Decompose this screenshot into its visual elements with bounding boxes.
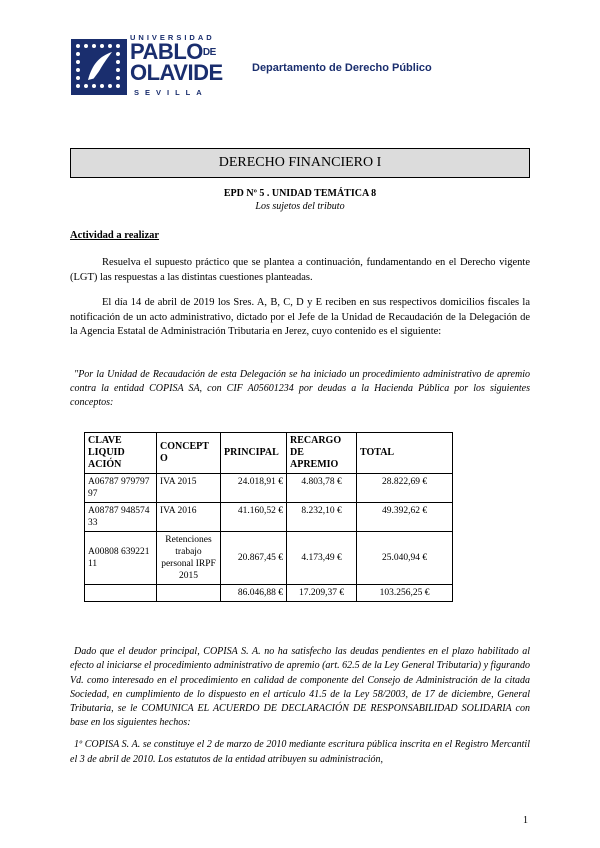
logo-city: SEVILLA xyxy=(134,88,208,97)
cell-total: 49.392,62 € xyxy=(357,503,453,532)
header-recargo: RECARGO DE APREMIO xyxy=(287,433,357,474)
paragraph-case-intro: El día 14 de abril de 2019 los Sres. A, B, C, D y E reciben en sus respectivos domicilios fiscales la notificación de un acto administrativo, dictado por el Jefe de la Unidad de Recaudación de la Delegación de la Agencia Estatal de Administración Tributaria en Jerez, cuyo contenido es el siguiente: xyxy=(70,297,530,337)
cell-concepto: IVA 2016 xyxy=(157,503,221,532)
cell-concepto: IVA 2015 xyxy=(157,474,221,503)
paragraph-declaration: Dado que el deudor principal, COPISA S. A. no ha satisfecho las deudas pendientes en el plazo habilitado al efecto al iniciarse el procedimiento administrativo de apremio (art. 62.5 de la Ley General Tributaria) y figurando Vd. como interesado en el procedimiento en calidad de componente del Consejo de Administración de la citada Sociedad, en cumplimiento de lo dispuesto en el artículo 41.5 de la Ley 58/2003, de 17 de diciembre, General Tributaria, se le COMUNICA EL ACUERDO DE DECLARACIÓN DE RESPONSABILIDAD SOLIDARIA con base en los siguientes hechos: xyxy=(70,646,530,729)
total-total: 103.256,25 € xyxy=(357,585,453,602)
document-subtitle: EPD Nº 5 . UNIDAD TEMÁTICA 8 xyxy=(223,188,377,199)
table-row xyxy=(85,474,453,503)
logo-name-de: DE xyxy=(202,47,216,59)
header-principal: PRINCIPAL xyxy=(221,433,287,474)
table-row xyxy=(85,503,453,532)
university-seal-icon xyxy=(70,38,128,96)
logo-top-text: UNIVERSIDAD xyxy=(130,33,215,42)
cell-recargo: 4.173,49 € xyxy=(287,532,357,585)
document-title: DERECHO FINANCIERO I xyxy=(70,148,530,178)
header-clave: CLAVE LIQUID ACIÓN xyxy=(85,433,157,474)
header-total: TOTAL xyxy=(357,433,453,474)
document-topic: Los sujetos del tributo xyxy=(255,201,345,212)
activity-heading: Actividad a realizar xyxy=(70,230,160,241)
cell-recargo: 4.803,78 € xyxy=(287,474,357,503)
cell-empty xyxy=(157,585,221,602)
cell-empty xyxy=(85,585,157,602)
header-concepto: CONCEPT O xyxy=(157,433,221,474)
table-totals-row xyxy=(85,585,453,602)
cell-clave: A06787 979797 97 xyxy=(85,474,157,503)
cell-principal: 20.867,45 € xyxy=(221,532,287,585)
paragraph-fact-1: 1º COPISA S. A. se constituye el 2 de marzo de 2010 mediante escritura pública inscrita en el Registro Mercantil el 3 de abril de 2010. Los estatutos de la entidad atribuyen su administración, xyxy=(70,739,530,765)
total-recargo: 17.209,37 € xyxy=(287,585,357,602)
cell-principal: 41.160,52 € xyxy=(221,503,287,532)
cell-recargo: 8.232,10 € xyxy=(287,503,357,532)
total-principal: 86.046,88 € xyxy=(221,585,287,602)
department-name: Departamento de Derecho Público xyxy=(252,62,432,74)
paragraph-instructions: Resuelva el supuesto práctico que se plantea a continuación, fundamentando en el Derecho vigente (LGT) las respuestas a las distintas cuestiones planteadas. xyxy=(70,257,530,283)
table-header-row xyxy=(85,433,453,474)
logo-name xyxy=(130,39,223,86)
debts-table xyxy=(84,432,453,602)
university-logo xyxy=(70,30,230,102)
cell-total: 28.822,69 € xyxy=(357,474,453,503)
cell-concepto: Retenciones trabajo personal IRPF 2015 xyxy=(157,532,221,585)
table-row xyxy=(85,532,453,585)
logo-name-line2: OLAVIDE xyxy=(130,60,223,86)
cell-principal: 24.018,91 € xyxy=(221,474,287,503)
page-number: 1 xyxy=(523,815,528,826)
paragraph-quote: "Por la Unidad de Recaudación de esta Delegación se ha iniciado un procedimiento administrativo de apremio contra la entidad COPISA SA, con CIF A05601234 por deudas a la Hacienda Pública por los siguientes conceptos: xyxy=(70,369,530,408)
cell-total: 25.040,94 € xyxy=(357,532,453,585)
cell-clave: A08787 948574 33 xyxy=(85,503,157,532)
cell-clave: A00808 639221 11 xyxy=(85,532,157,585)
logo-name-line1: PABLO xyxy=(130,39,203,64)
